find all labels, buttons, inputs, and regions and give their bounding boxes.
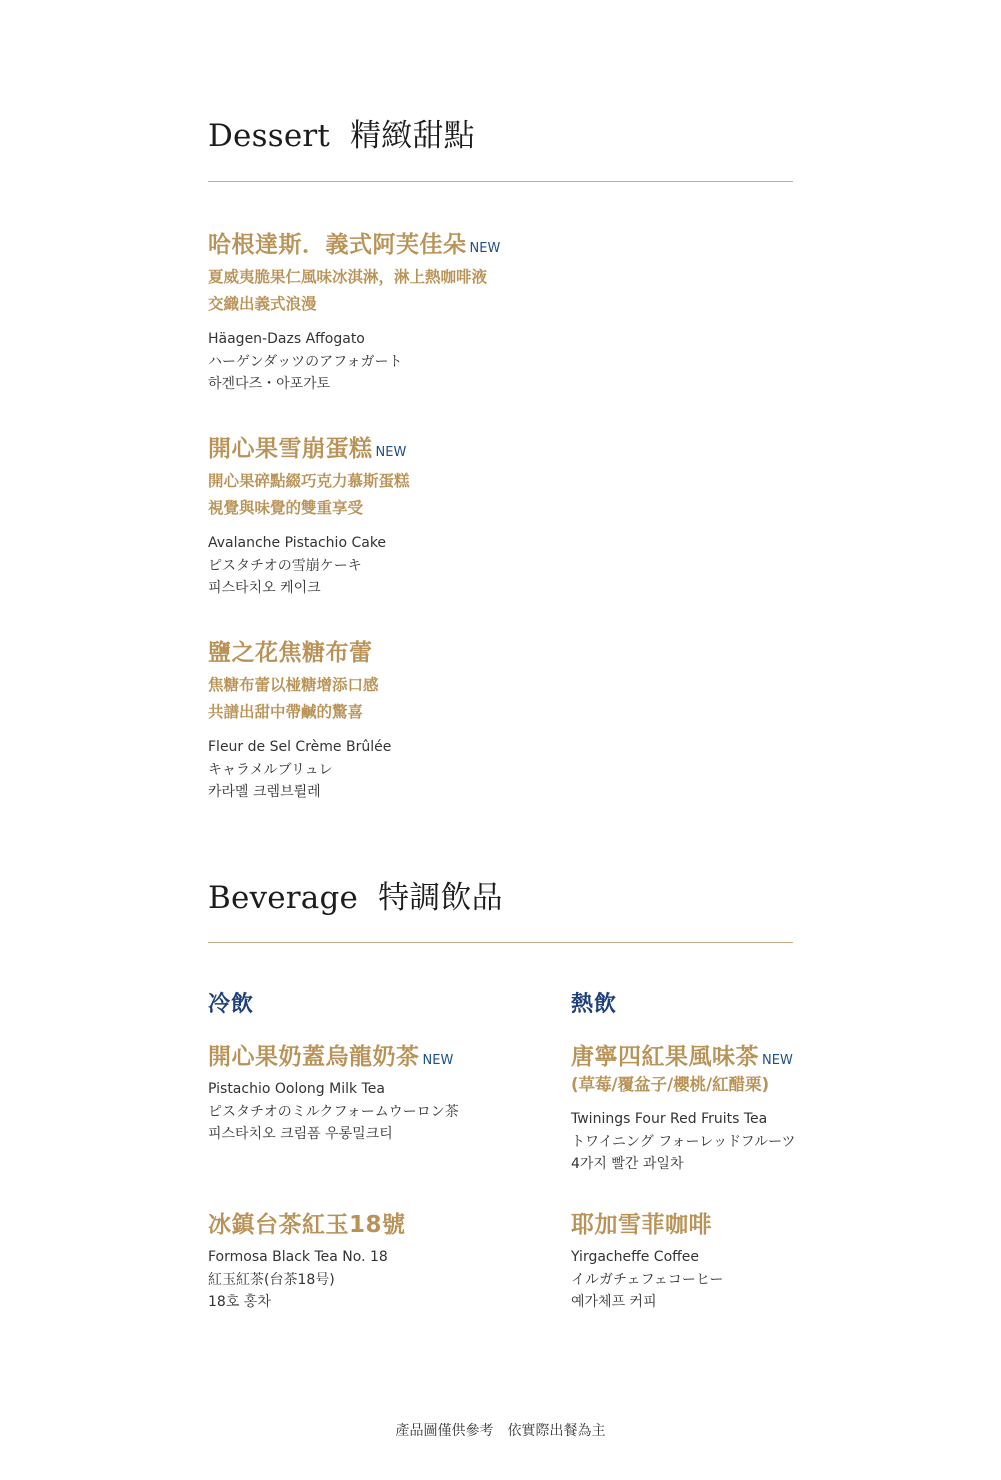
dessert-item-description <box>208 264 487 318</box>
name-ja: キャラメルブリュレ <box>208 761 333 778</box>
name-ja: トワイニング フォーレッドフルーツ <box>571 1133 796 1150</box>
beverage-item-name: 耶加雪菲咖啡 <box>571 1212 712 1238</box>
dessert-item-name: 鹽之花焦糖布蕾 <box>208 640 373 666</box>
description-line: 開心果碎點綴巧克力慕斯蛋糕 <box>208 472 410 490</box>
name-ko: 예가체프 커피 <box>571 1294 657 1311</box>
name-ja: ハーゲンダッツのアフォガート <box>208 353 403 370</box>
beverage-title-zh: 特調飲品 <box>378 880 503 916</box>
name-en: Pistachio Oolong Milk Tea <box>208 1081 385 1097</box>
beverage-title-en: Beverage <box>208 880 359 916</box>
new-badge: NEW <box>375 445 407 460</box>
new-badge: NEW <box>762 1053 793 1068</box>
new-badge: NEW <box>469 241 501 256</box>
beverage-item-subtitle: (草莓/覆盆子/櫻桃/紅醋栗) <box>571 1075 770 1094</box>
beverage-item-translations <box>208 1078 459 1146</box>
name-en: Avalanche Pistachio Cake <box>208 535 387 551</box>
name-ja: ピスタチオの雪崩ケーキ <box>208 557 362 574</box>
description-line: 焦糖布蕾以椪糖增添口感 <box>208 676 379 694</box>
description-line: 共譜出甜中帶鹹的驚喜 <box>208 703 364 721</box>
name-ja: イルガチェフェコーヒー <box>571 1271 724 1288</box>
dessert-item-description <box>208 468 410 522</box>
dessert-item-translations <box>208 532 386 600</box>
beverage-item-title <box>571 1038 793 1071</box>
beverage-item-translations <box>571 1108 796 1176</box>
name-en: Yirgacheffe Coffee <box>571 1249 700 1265</box>
dessert-item-translations <box>208 328 402 396</box>
description-line: 夏威夷脆果仁風味冰淇淋，淋上熱咖啡液 <box>208 268 488 286</box>
beverage-item-translations <box>571 1246 723 1314</box>
dessert-item-name: 哈根達斯．義式阿芙佳朵 <box>208 232 467 258</box>
name-ko: 18호 홍차 <box>208 1294 271 1311</box>
beverage-divider <box>208 942 793 943</box>
dessert-item-name: 開心果雪崩蛋糕 <box>208 436 373 462</box>
name-en: Twinings Four Red Fruits Tea <box>571 1111 768 1127</box>
dessert-divider <box>208 181 793 182</box>
name-ko: 하겐다즈・아포가토 <box>208 376 331 393</box>
name-ko: 4가지 빨간 과일차 <box>571 1156 684 1173</box>
beverage-item-title <box>208 1206 406 1239</box>
dessert-item-translations <box>208 736 391 804</box>
name-en: Häagen-Dazs Affogato <box>208 331 365 347</box>
footer-disclaimer: 產品圖僅供參考 依實際出餐為主 <box>395 1423 606 1439</box>
beverage-section-title <box>208 872 503 917</box>
name-ko: 카라멜 크렘브륄레 <box>208 784 321 801</box>
description-line: 交織出義式浪漫 <box>208 295 317 313</box>
beverage-item-name: 冰鎮台茶紅玉18號 <box>208 1212 406 1238</box>
name-ja: ピスタチオのミルクフォームウーロン茶 <box>208 1103 459 1120</box>
beverage-item-name: 唐寧四紅果風味茶 <box>571 1044 759 1070</box>
dessert-title-en: Dessert <box>208 118 331 154</box>
cold-drinks-heading: 冷飲 <box>208 992 255 1017</box>
name-ko: 피스타치오 크림폼 우롱밀크티 <box>208 1126 393 1143</box>
dessert-item-description <box>208 672 379 726</box>
beverage-item-translations <box>208 1246 388 1314</box>
dessert-title-zh: 精緻甜點 <box>350 118 475 154</box>
name-ko: 피스타치오 케이크 <box>208 580 321 597</box>
name-en: Fleur de Sel Crème Brûlée <box>208 739 392 755</box>
dessert-item-title <box>208 430 406 463</box>
new-badge: NEW <box>422 1053 454 1068</box>
beverage-item-title <box>571 1206 712 1239</box>
dessert-item-title <box>208 226 500 259</box>
beverage-item-title <box>208 1038 453 1071</box>
hot-drinks-heading: 熱飲 <box>571 992 618 1017</box>
description-line: 視覺與味覺的雙重享受 <box>208 499 364 517</box>
name-en: Formosa Black Tea No. 18 <box>208 1249 388 1265</box>
name-ja: 紅玉紅茶(台茶18号) <box>208 1271 335 1288</box>
dessert-section-title <box>208 110 475 155</box>
beverage-item-name: 開心果奶蓋烏龍奶茶 <box>208 1044 420 1070</box>
dessert-item-title <box>208 634 373 667</box>
